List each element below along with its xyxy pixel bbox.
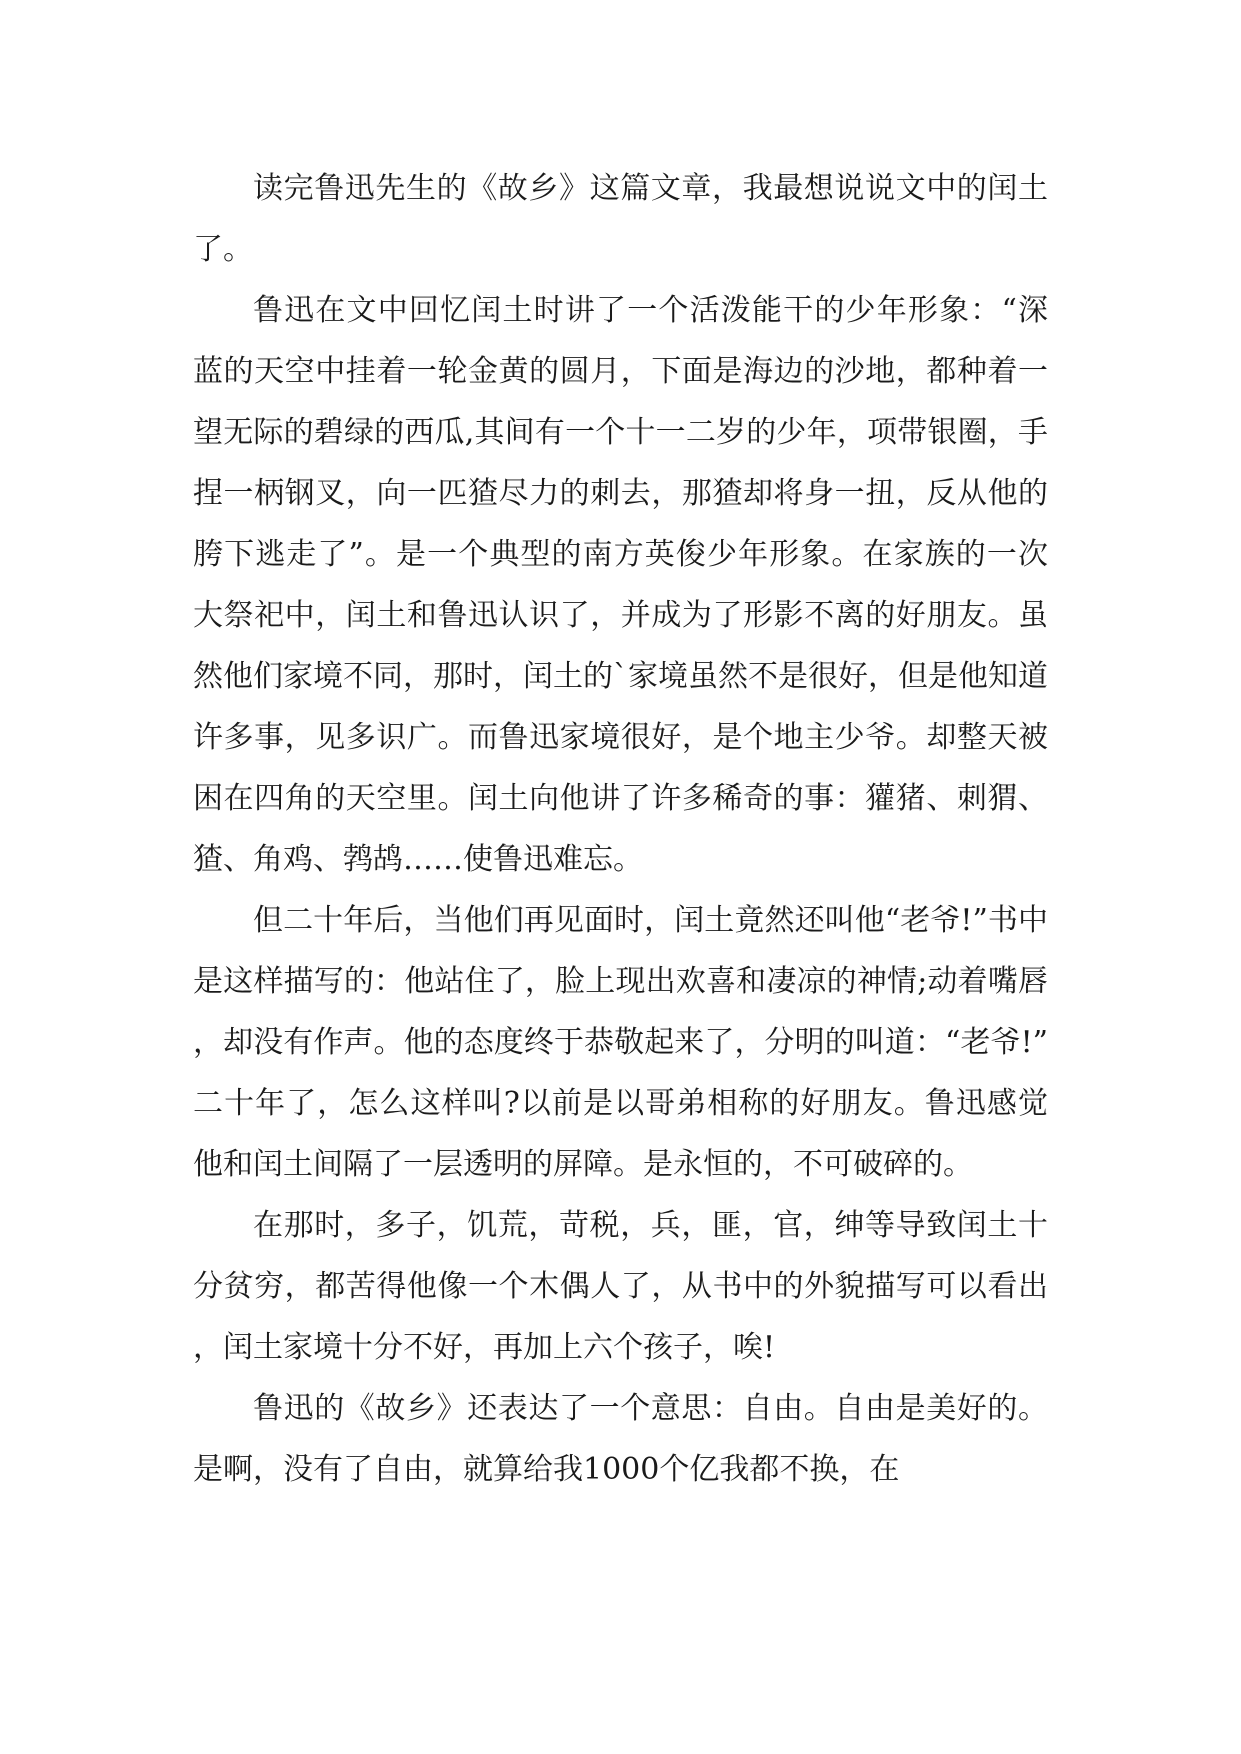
paragraph-intro: 读完鲁迅先生的《故乡》这篇文章，我最想说说文中的闰土了。 bbox=[193, 171, 1048, 267]
paragraph-freedom: 鲁迅的《故乡》还表达了一个意思：自由。自由是美好的。是啊，没有了自由，就算给我1000个亿我都不换，在 bbox=[193, 1391, 1048, 1487]
paragraph-reunion: 但二十年后，当他们再见面时，闰土竟然还叫他“老爷!”书中是这样描写的：他站住了，脸上现出欢喜和凄凉的神情;动着嘴唇，却没有作声。他的态度终于恭敬起来了，分明的叫道：“老爷!”二十年了，怎么这样叫?以前是以哥弟相称的好朋友。鲁迅感觉他和闰土间隔了一层透明的屏障。是永恒的，不可破碎的。 bbox=[193, 903, 1048, 1182]
paragraph-poverty: 在那时，多子，饥荒，苛税，兵，匪，官，绅等导致闰土十分贫穷，都苦得他像一个木偶人了，从书中的外貌描写可以看出，闰土家境十分不好，再加上六个孩子，唉! bbox=[193, 1208, 1048, 1365]
document-body bbox=[193, 158, 1048, 1500]
paragraph-childhood-memory: 鲁迅在文中回忆闰土时讲了一个活泼能干的少年形象：“深蓝的天空中挂着一轮金黄的圆月，下面是海边的沙地，都种着一望无际的碧绿的西瓜,其间有一个十一二岁的少年，项带银圈，手捏一柄钢叉，向一匹猹尽力的刺去，那猹却将身一扭，反从他的胯下逃走了”。是一个典型的南方英俊少年形象。在家族的一次大祭祀中，闰土和鲁迅认识了，并成为了形影不离的好朋友。虽然他们家境不同，那时，闰土的`家境虽然不是很好，但是他知道许多事，见多识广。而鲁迅家境很好，是个地主少爷。却整天被困在四角的天空里。闰土向他讲了许多稀奇的事：獾猪、刺猬、猹、角鸡、鹁鸪……使鲁迅难忘。 bbox=[193, 293, 1048, 877]
